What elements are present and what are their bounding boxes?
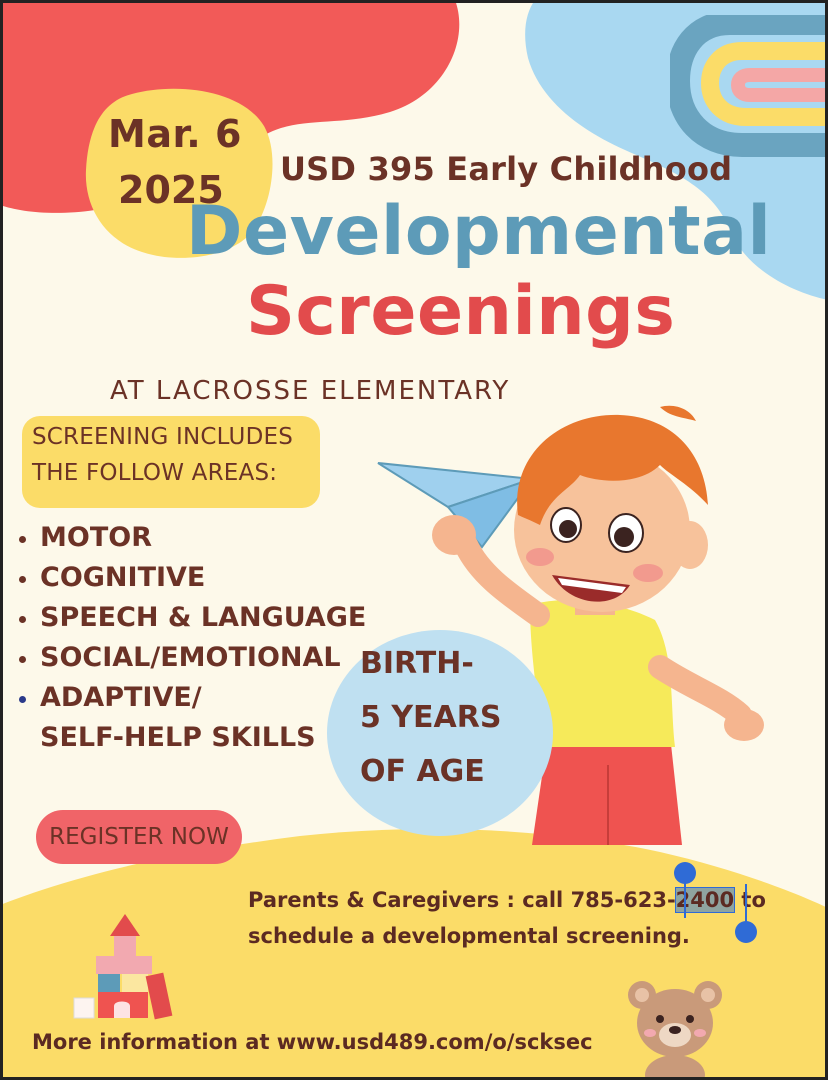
age-range-line2: 5 YEARS [360,700,502,735]
bullet [19,616,26,623]
main-title-line2: Screenings [246,272,676,351]
list-item-motor: MOTOR [40,522,152,553]
list-item-social-emotional: SOCIAL/EMOTIONAL [40,642,341,673]
list-item-adaptive: ADAPTIVE/ [40,682,202,713]
main-title-line1: Developmental [186,192,772,271]
bullet [19,696,26,703]
bullet [19,576,26,583]
bullet [19,656,26,663]
teddy-bear-icon [620,975,730,1080]
selection-end-handle [735,921,757,943]
screening-heading-line2: THE FOLLOW AREAS: [32,460,278,486]
age-range-line3: OF AGE [360,754,485,789]
event-year: 2025 [118,168,224,212]
contact-suffix: to [734,888,766,912]
event-location: AT LACROSSE ELEMENTARY [110,376,511,406]
age-range-line1: BIRTH- [360,646,474,681]
list-item-self-help: SELF-HELP SKILLS [40,722,316,753]
organization-title: USD 395 Early Childhood [280,150,733,188]
contact-prefix: Parents & Caregivers : call 785-623- [248,888,676,912]
toy-blocks-icon [70,912,180,1022]
rainbow-icon [670,15,828,165]
contact-line2: schedule a developmental screening. [248,924,690,948]
bullet [19,536,26,543]
list-item-speech-language: SPEECH & LANGUAGE [40,602,367,633]
event-date: Mar. 6 [108,112,242,156]
register-now-button[interactable] [36,810,242,864]
list-item-cognitive: COGNITIVE [40,562,206,593]
more-information-link[interactable]: More information at www.usd489.com/o/scksec [32,1030,593,1054]
phone-selection-highlight[interactable]: 2400 [675,888,735,912]
selection-start-handle [674,862,696,884]
text-selection-handles[interactable] [672,860,762,946]
screening-heading-line1: SCREENING INCLUDES [32,424,294,450]
register-now-label: REGISTER NOW [49,824,229,850]
